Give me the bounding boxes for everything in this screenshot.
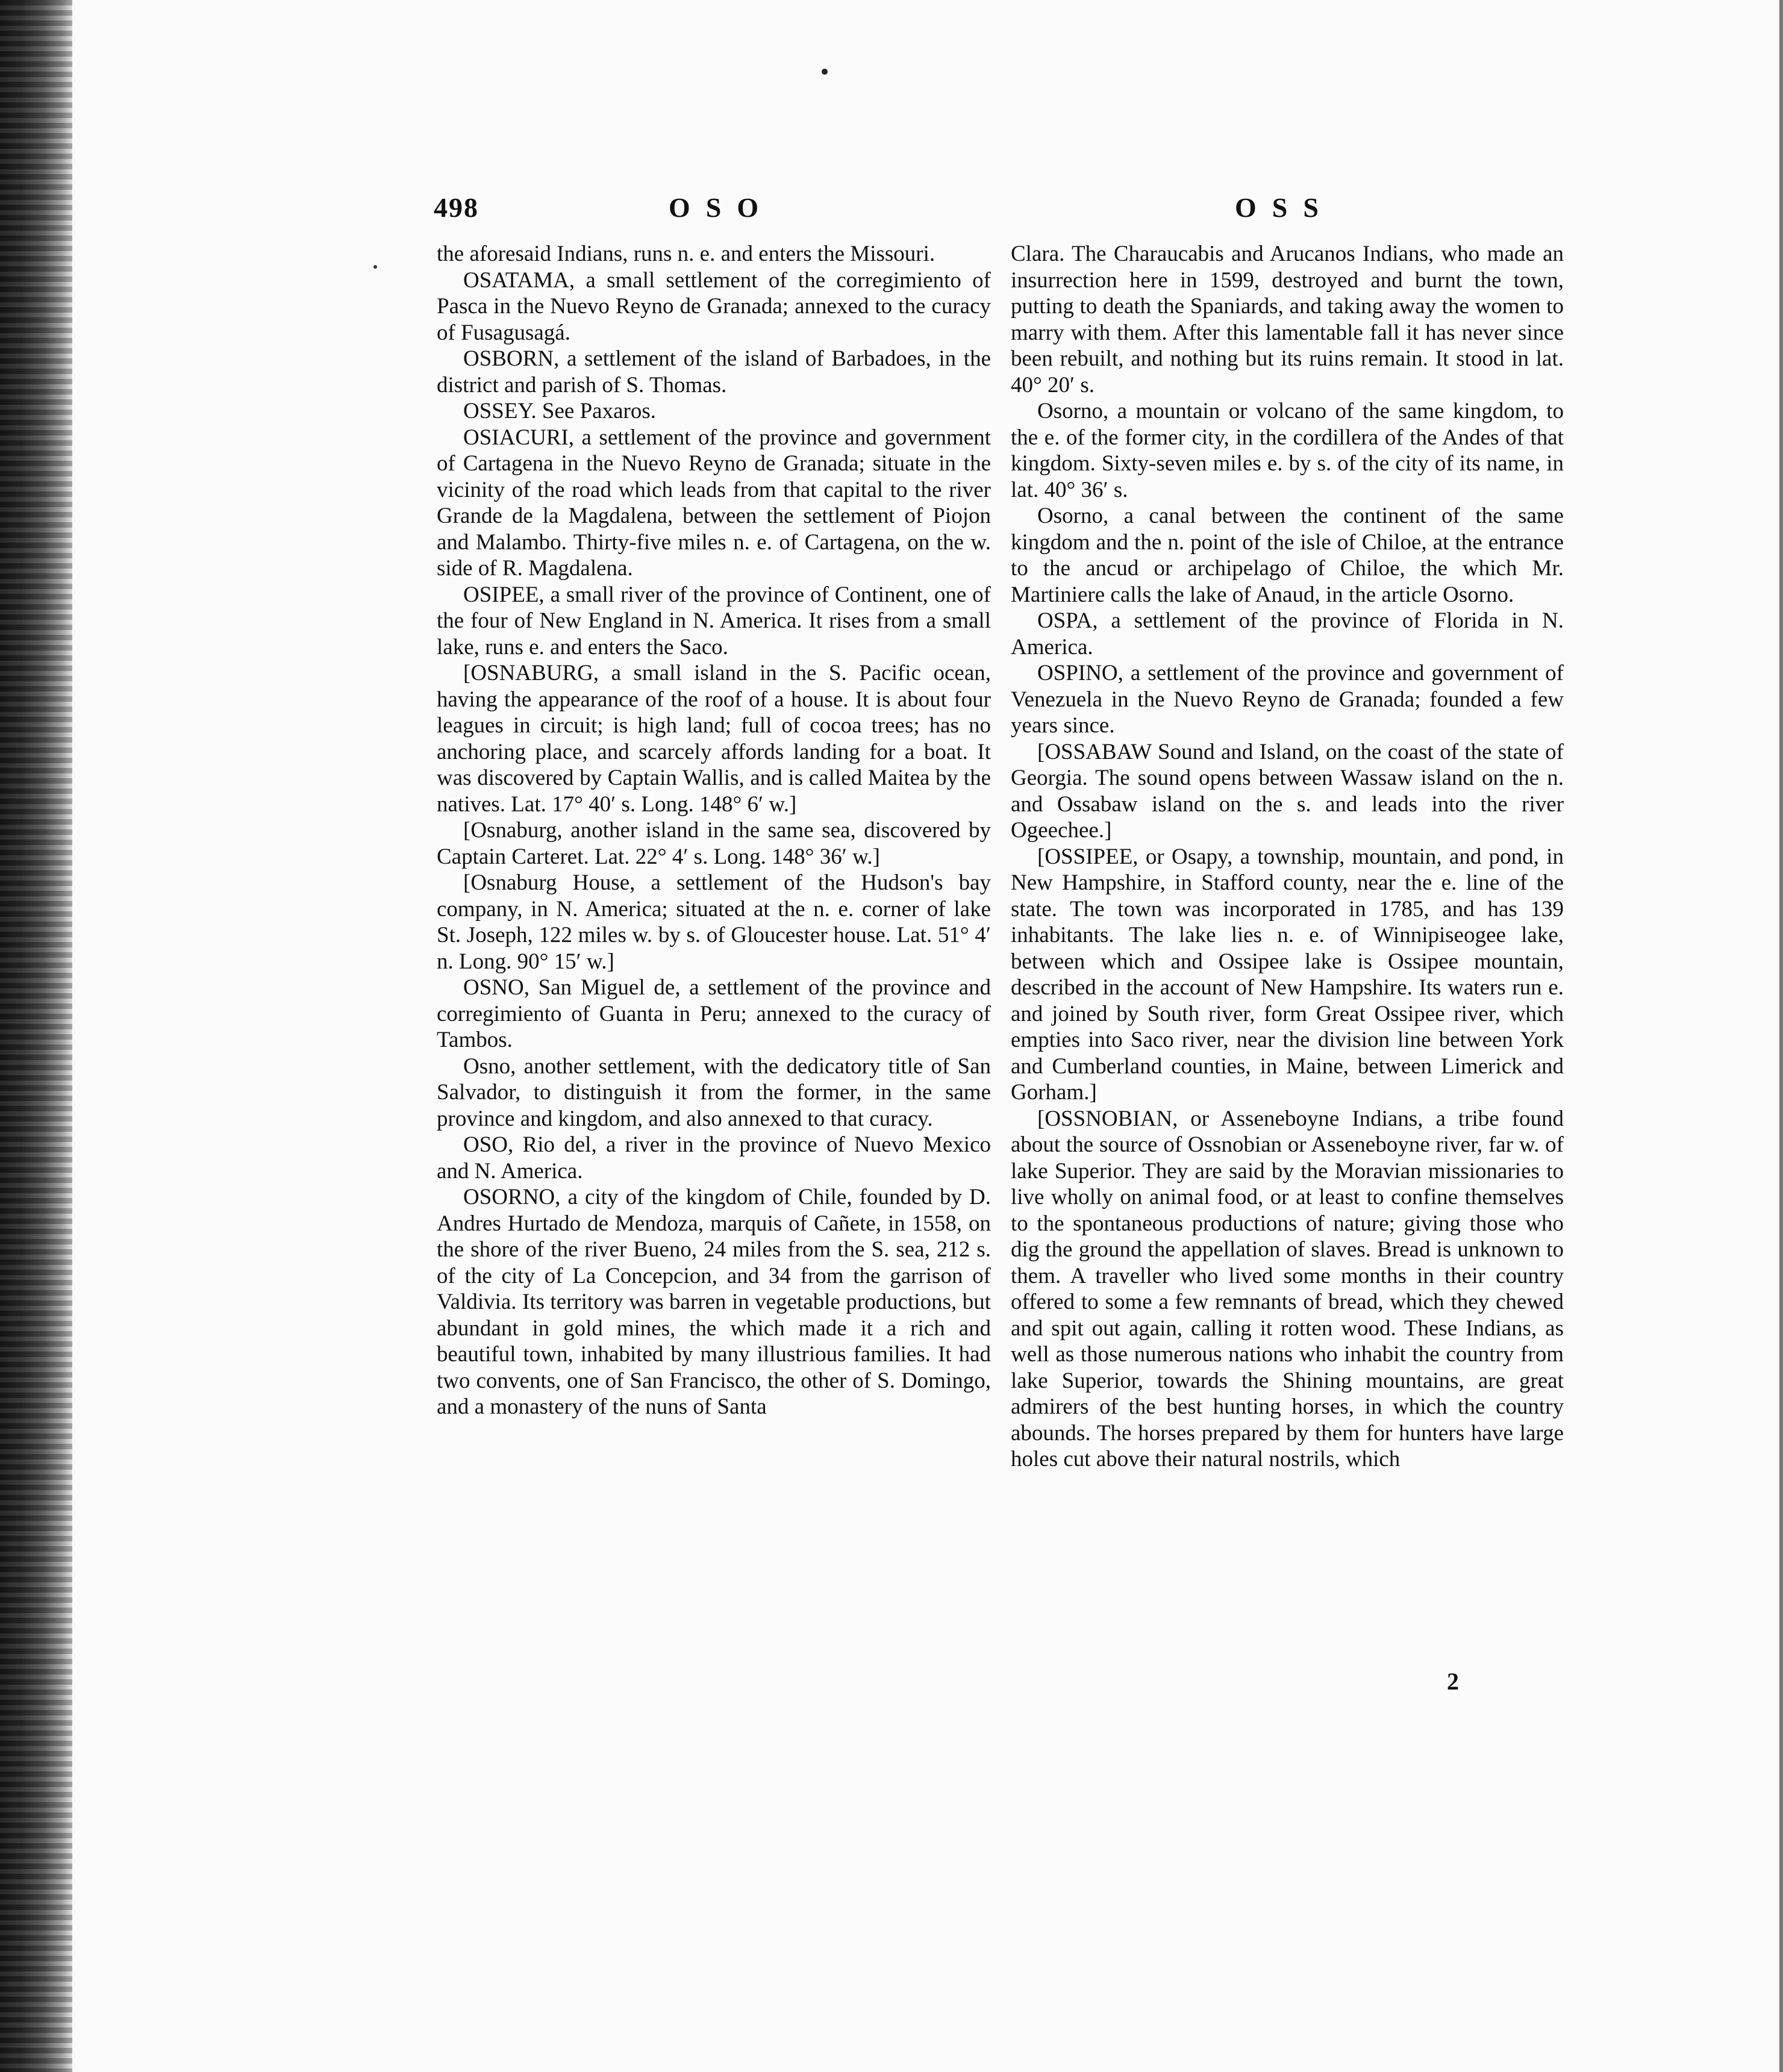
right-running-head: OSS — [1235, 192, 1334, 223]
entry-ospa: OSPA, a settlement of the province of Florida in N. America. — [1011, 608, 1564, 660]
entry-osorno-canal: Osorno, a canal between the continent of the same kingdom and the n. point of the isle of Chiloe, at the entrance to the ancud or archipelago of Chiloe, the which Mr. Martiniere calls the lake of Anaud, in the article Osorno. — [1011, 504, 1564, 607]
entry-ossabaw: [OSSABAW Sound and Island, on the coast of the state of Georgia. The sound opens between Wassaw island on the n. and Ossabaw island on the s. and leads into the river Ogeechee.] — [1011, 739, 1564, 843]
catchword: 2 — [1447, 1668, 1459, 1695]
left-running-head: OSO — [669, 192, 775, 223]
entry-ossnobian: [OSSNOBIAN, or Asseneboyne Indians, a tribe found about the source of Ossnobian or Asseneboyne river, far w. of lake Superior. They are said by the Moravian missionaries to live wholly on animal food, or at least to confine themselves to the spontaneous productions of nature; giving those who dig the ground the appellation of slaves. Bread is unknown to them. A traveller who lived some months in their country offered to some a few remnants of bread, which they chewed and spit out again, calling it rotten wood. These Indians, as well as those numerous nations who inhabit the country from lake Superior, towards the Shining mountains, are great admirers of the best hunting horses, in which the country abounds. The horses prepared by them for hunters have large holes cut above their natural nostrils, which — [1011, 1106, 1564, 1471]
entry-osno-salvador: Osno, another settlement, with the dedicatory title of San Salvador, to distinguish it from the former, in the same province and kingdom, and also annexed to that curacy. — [437, 1053, 991, 1131]
entry-osatama: OSATAMA, a small settlement of the corregimiento of Pasca in the Nuevo Reyno de Granada; annexed to the curacy of Fusagusagá. — [437, 267, 991, 345]
ink-speck — [373, 265, 377, 269]
entry-continuation: the aforesaid Indians, runs n. e. and enters the Missouri. — [437, 242, 935, 266]
left-column — [437, 241, 991, 1420]
entry-osnaburg-house: [Osnaburg House, a settlement of the Hudson's bay company, in N. America; situated at the n. e. corner of lake St. Joseph, 122 miles w. by s. of Gloucester house. Lat. 51° 4′ n. Long. 90° 15′ w.] — [437, 870, 991, 974]
entry-ossey: OSSEY. See Paxaros. — [463, 399, 656, 423]
running-header — [434, 192, 1578, 228]
entry-ossipee: [OSSIPEE, or Osapy, a township, mountain, and pond, in New Hampshire, in Stafford county, near the e. line of the state. The town was incorporated in 1785, and has 139 inhabitants. The lake lies n. e. of Winnipiseogee lake, between which and Ossipee lake is Ossipee mountain, described in the account of New Hampshire. Its waters run e. and joined by South river, form Great Ossipee river, which empties into Saco river, near the division line between York and Cumberland counties, in Maine, between Limerick and Gorham.] — [1011, 844, 1564, 1105]
entry-osorno-city: OSORNO, a city of the kingdom of Chile, founded by D. Andres Hurtado de Mendoza, marquis of Cañete, in 1558, on the shore of the river Bueno, 24 miles from the S. sea, 212 s. of the city of La Concepcion, and 34 from the garrison of Valdivia. Its territory was barren in vegetable productions, but abundant in gold mines, the which made it a rich and beautiful town, inhabited by many illustrious families. It had two convents, one of San Francisco, the other of S. Domingo, and a monastery of the nuns of Santa — [437, 1185, 991, 1419]
book-spine-shadow — [0, 0, 72, 2072]
right-column — [1011, 241, 1564, 1473]
entry-continuation: Clara. The Charaucabis and Arucanos Indians, who made an insurrection here in 1599, destroyed and burnt the town, putting to death the Spaniards, and taking away the women to marry with them. After this lamentable fall it has never since been rebuilt, and nothing but its ruins remain. It stood in lat. 40° 20′ s. — [1011, 242, 1564, 398]
entry-osorno-mountain: Osorno, a mountain or volcano of the same kingdom, to the e. of the former city, in the cordillera of the Andes of that kingdom. Sixty-seven miles e. by s. of the city of its name, in lat. 40° 36′ s. — [1011, 399, 1564, 502]
entry-osiacuri: OSIACURI, a settlement of the province and government of Cartagena in the Nuevo Reyno de Granada; situate in the vicinity of the road which leads from that capital to the river Grande de la Magdalena, between the settlement of Piojon and Malambo. Thirty-five miles n. e. of Cartagena, on the w. side of R. Magdalena. — [437, 425, 991, 581]
entry-osnaburg-island: [Osnaburg, another island in the same sea, discovered by Captain Carteret. Lat. 22° 4′ s. Long. 148° 36′ w.] — [437, 818, 991, 869]
entry-oso: OSO, Rio del, a river in the province of Nuevo Mexico and N. America. — [437, 1132, 991, 1184]
page-number: 498 — [434, 192, 479, 223]
entry-osno: OSNO, San Miguel de, a settlement of the province and corregimiento of Guanta in Peru; annexed to the curacy of Tambos. — [437, 975, 991, 1052]
entry-ospino: OSPINO, a settlement of the province and government of Venezuela in the Nuevo Reyno de Granada; founded a few years since. — [1011, 661, 1564, 738]
entry-osborn: OSBORN, a settlement of the island of Barbadoes, in the district and parish of S. Thomas. — [437, 346, 991, 398]
entry-osnaburg: [OSNABURG, a small island in the S. Pacific ocean, having the appearance of the roof of a house. It is about four leagues in circuit; is high land; full of cocoa trees; has no anchoring place, and scarcely affords landing for a boat. It was discovered by Captain Wallis, and is called Maitea by the natives. Lat. 17° 40′ s. Long. 148° 6′ w.] — [437, 661, 991, 817]
ink-speck — [822, 69, 828, 75]
entry-osipee: OSIPEE, a small river of the province of Continent, one of the four of New England in N. America. It rises from a small lake, runs e. and enters the Saco. — [437, 582, 991, 660]
